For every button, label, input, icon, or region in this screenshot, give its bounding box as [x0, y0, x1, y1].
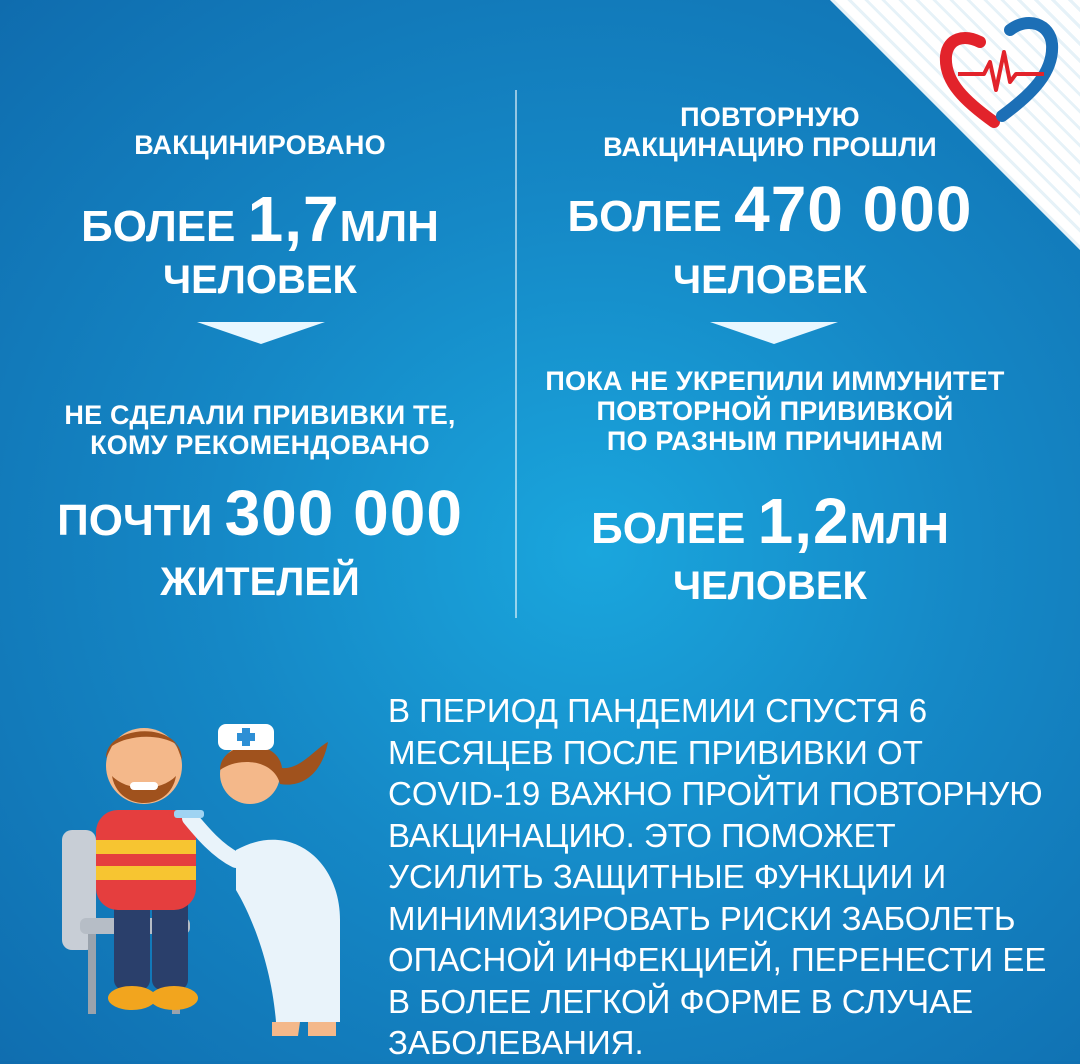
- info-line: УСИЛИТЬ ЗАЩИТНЫЕ ФУНКЦИИ И: [388, 858, 947, 895]
- revaccinated-number: 470 000: [734, 173, 973, 245]
- vaccinated-label: ВАКЦИНИРОВАНО: [134, 130, 386, 160]
- info-line: В БОЛЕЕ ЛЕГКОЙ ФОРМЕ В СЛУЧАЕ: [388, 982, 974, 1020]
- vaccinated-amount: [40, 183, 480, 255]
- revaccinated-suffix: ЧЕЛОВЕК: [673, 258, 867, 302]
- info-line: ОПАСНОЙ ИНФЕКЦИЕЙ, ПЕРЕНЕСТИ ЕЕ: [388, 941, 1047, 978]
- not-vaccinated-amount: [20, 477, 500, 549]
- column-divider: [515, 90, 517, 618]
- vaccinated-unit: МЛН: [339, 202, 439, 251]
- info-line: МЕСЯЦЕВ ПОСЛЕ ПРИВИВКИ ОТ: [388, 733, 923, 771]
- info-line: ВАКЦИНАЦИЮ. ЭТО ПОМОЖЕТ: [388, 816, 896, 854]
- revaccinated-prefix: БОЛЕЕ: [567, 192, 722, 241]
- nurse-vaccinating-man-illustration: [40, 700, 370, 1040]
- info-line: МИНИМИЗИРОВАТЬ РИСКИ ЗАБОЛЕТЬ: [388, 899, 1016, 937]
- not-vaccinated-number: 300 000: [224, 477, 463, 549]
- revaccinated-amount: [540, 173, 1000, 245]
- not-strengthened-prefix: БОЛЕЕ: [591, 504, 746, 553]
- not-vaccinated-suffix: ЖИТЕЛЕЙ: [160, 560, 360, 604]
- vaccinated-suffix: ЧЕЛОВЕК: [163, 258, 357, 302]
- vaccinated-prefix: БОЛЕЕ: [81, 202, 236, 251]
- down-triangle-icon: [710, 322, 838, 344]
- vaccinated-number: 1,7: [247, 183, 340, 255]
- info-paragraph: [388, 690, 1048, 1064]
- info-line: ЗАБОЛЕВАНИЯ.: [388, 1024, 644, 1061]
- not-strengthened-amount: [540, 485, 1000, 557]
- info-line: В ПЕРИОД ПАНДЕМИИ СПУСТЯ 6: [388, 692, 928, 729]
- not-strengthened-number: 1,2: [757, 485, 850, 557]
- not-vaccinated-label: [20, 400, 500, 460]
- not-strengthened-unit: МЛН: [849, 504, 949, 553]
- not-strengthened-suffix: ЧЕЛОВЕК: [673, 564, 867, 608]
- revaccinated-label: [540, 102, 1000, 162]
- not-vaccinated-label-line2: КОМУ РЕКОМЕНДОВАНО: [90, 430, 430, 460]
- not-vaccinated-prefix: ПОЧТИ: [57, 496, 213, 545]
- not-strengthened-line2: ПОВТОРНОЙ ПРИВИВКОЙ: [596, 396, 954, 426]
- revaccinated-label-line1: ПОВТОРНУЮ: [680, 102, 860, 132]
- info-line: COVID-19 ВАЖНО ПРОЙТИ ПОВТОРНУЮ: [388, 775, 1043, 812]
- down-triangle-icon: [197, 322, 325, 344]
- not-strengthened-label: [520, 366, 1030, 456]
- revaccinated-label-line2: ВАКЦИНАЦИЮ ПРОШЛИ: [603, 132, 937, 162]
- not-strengthened-line1: ПОКА НЕ УКРЕПИЛИ ИММУНИТЕТ: [545, 366, 1005, 396]
- not-vaccinated-label-line1: НЕ СДЕЛАЛИ ПРИВИВКИ ТЕ,: [64, 400, 456, 430]
- not-strengthened-line3: ПО РАЗНЫМ ПРИЧИНАМ: [606, 426, 944, 456]
